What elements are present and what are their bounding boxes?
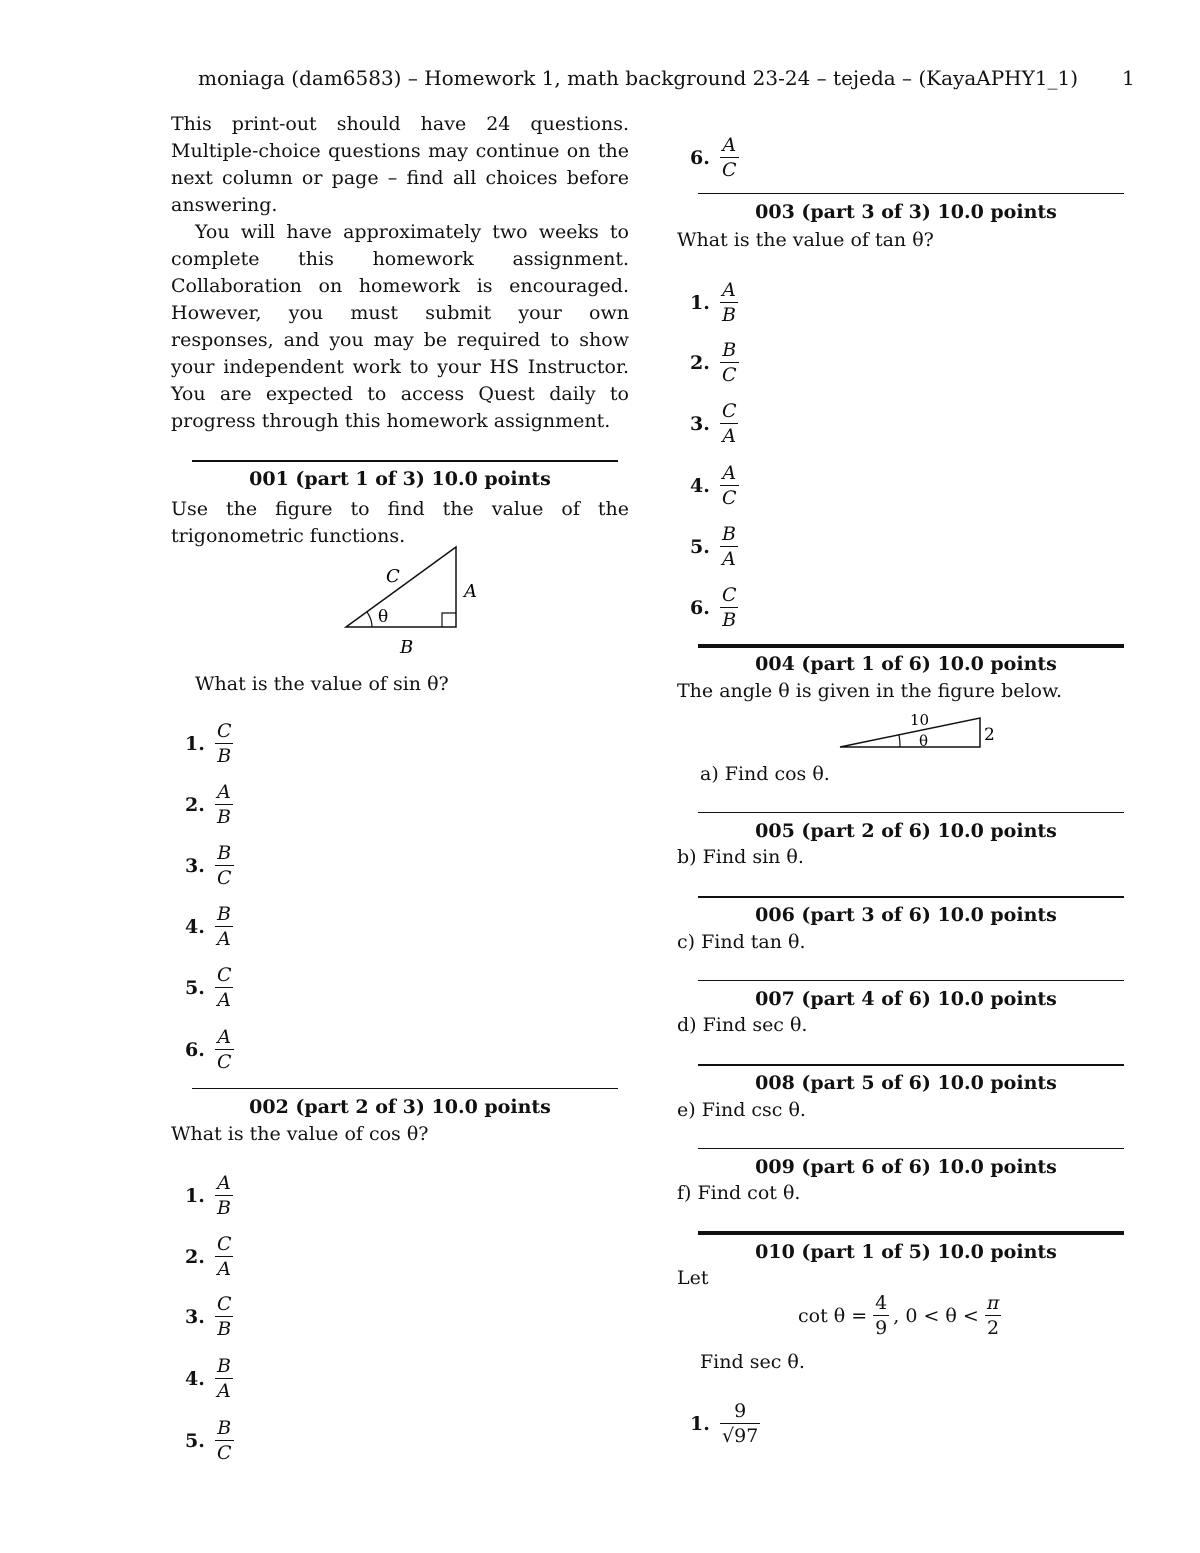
denominator: A bbox=[217, 1380, 231, 1402]
opposite-label: A bbox=[464, 581, 477, 602]
q001-choice-1[interactable] bbox=[185, 719, 234, 768]
divider bbox=[698, 812, 1124, 813]
q003-title: 003 (part 3 of 3) 10.0 points bbox=[755, 201, 1057, 223]
angle-label: θ bbox=[378, 607, 389, 627]
equation-denominator: 9 bbox=[875, 1317, 888, 1339]
numerator: A bbox=[722, 462, 737, 484]
choice-number: 2. bbox=[690, 351, 710, 374]
denominator: B bbox=[217, 1197, 231, 1219]
divider bbox=[698, 980, 1124, 981]
choice-number: 5. bbox=[185, 976, 205, 999]
intro-text bbox=[171, 111, 629, 435]
q002-choice-5[interactable] bbox=[185, 1416, 234, 1465]
denominator: B bbox=[217, 1318, 232, 1340]
thin-triangle-figure bbox=[830, 706, 1010, 756]
divider bbox=[698, 644, 1124, 648]
q001-title: 001 (part 1 of 3) 10.0 points bbox=[249, 468, 551, 490]
q010-title: 010 (part 1 of 5) 10.0 points bbox=[755, 1241, 1057, 1263]
denominator: A bbox=[217, 928, 231, 950]
denominator: B bbox=[722, 609, 737, 631]
q007-question: d) Find sec θ. bbox=[677, 1014, 808, 1036]
equation-lhs: cot θ = bbox=[798, 1304, 868, 1327]
choice-number: 6. bbox=[690, 596, 710, 619]
q001-question: What is the value of sin θ? bbox=[195, 673, 449, 695]
intro-paragraph-1: This print-out should have 24 questions. Multiple-choice questions may continue on the next column or page – find all choices before answering. bbox=[171, 113, 629, 216]
q006-title: 006 (part 3 of 6) 10.0 points bbox=[755, 904, 1057, 926]
choice-number: 5. bbox=[185, 1429, 205, 1452]
q001-prompt: Use the figure to find the value of the trigonometric functions. bbox=[171, 498, 629, 547]
choice-number: 4. bbox=[185, 915, 205, 938]
denominator: B bbox=[217, 745, 232, 767]
q010-question: Find sec θ. bbox=[700, 1351, 805, 1373]
q010-equation bbox=[798, 1291, 1001, 1340]
q003-choice-2[interactable] bbox=[690, 338, 739, 387]
right-angle-mark bbox=[442, 613, 456, 627]
choice-number: 1. bbox=[185, 1184, 205, 1207]
denominator: A bbox=[217, 1258, 232, 1280]
denominator: A bbox=[722, 425, 737, 447]
q008-title: 008 (part 5 of 6) 10.0 points bbox=[755, 1072, 1057, 1094]
choice-number: 4. bbox=[185, 1367, 205, 1390]
numerator: C bbox=[217, 720, 232, 742]
divider bbox=[698, 1148, 1124, 1149]
choice-number: 3. bbox=[185, 1305, 205, 1328]
numerator: B bbox=[217, 842, 232, 864]
choice-number: 2. bbox=[185, 793, 205, 816]
divider bbox=[698, 1231, 1124, 1235]
choice-number: 2. bbox=[185, 1245, 205, 1268]
divider bbox=[698, 1064, 1124, 1066]
choice-number: 1. bbox=[185, 732, 205, 755]
adjacent-label: B bbox=[400, 637, 414, 658]
numerator: A bbox=[217, 1172, 231, 1194]
q009-question: f) Find cot θ. bbox=[677, 1182, 801, 1204]
q001-choice-4[interactable] bbox=[185, 902, 233, 951]
choice-number: 3. bbox=[690, 412, 710, 435]
intro-paragraph-2: You will have approximately two weeks to complete this homework assignment. Collaboration on homework is encouraged. However, you must submit your own responses, and you may be required to show your independent work to your HS Instructor. You are expected to access Quest daily to progress through this homework assignment. bbox=[171, 221, 629, 432]
q002-question: What is the value of cos θ? bbox=[171, 1123, 429, 1145]
angle-label: θ bbox=[919, 732, 929, 750]
q004-prompt: The angle θ is given in the figure below. bbox=[677, 680, 1063, 702]
q008-question: e) Find csc θ. bbox=[677, 1099, 806, 1121]
denominator: B bbox=[722, 304, 736, 326]
denominator: C bbox=[217, 1442, 232, 1464]
denominator: A bbox=[217, 989, 232, 1011]
q006-question: c) Find tan θ. bbox=[677, 931, 806, 953]
choice-number: 6. bbox=[185, 1038, 205, 1061]
pi-numerator: π bbox=[986, 1292, 1000, 1314]
page-number: 1 bbox=[1122, 66, 1135, 90]
numerator: C bbox=[217, 1233, 232, 1255]
angle-arc bbox=[899, 735, 900, 747]
choice-number: 4. bbox=[690, 474, 710, 497]
q002-choice-4[interactable] bbox=[185, 1354, 233, 1403]
triangle-figure bbox=[330, 540, 490, 660]
divider bbox=[192, 460, 618, 462]
numerator: A bbox=[217, 1026, 232, 1048]
numerator: A bbox=[217, 781, 231, 803]
numerator: B bbox=[722, 339, 737, 361]
q005-title: 005 (part 2 of 6) 10.0 points bbox=[755, 820, 1057, 842]
q004-title: 004 (part 1 of 6) 10.0 points bbox=[755, 653, 1057, 675]
q003-question: What is the value of tan θ? bbox=[677, 229, 934, 251]
q007-title: 007 (part 4 of 6) 10.0 points bbox=[755, 988, 1057, 1010]
numerator: B bbox=[217, 1355, 231, 1377]
q002-choice-2[interactable] bbox=[185, 1232, 234, 1281]
q005-question: b) Find sin θ. bbox=[677, 846, 804, 868]
divider bbox=[698, 896, 1124, 898]
numerator: B bbox=[217, 903, 231, 925]
equation-numerator: 4 bbox=[875, 1292, 888, 1314]
q004-question: a) Find cos θ. bbox=[700, 763, 830, 785]
denominator: A bbox=[722, 548, 736, 570]
q002-choice-6[interactable] bbox=[690, 133, 739, 182]
hypotenuse-label: C bbox=[386, 566, 400, 587]
q009-title: 009 (part 6 of 6) 10.0 points bbox=[755, 1156, 1057, 1178]
pi-denominator: 2 bbox=[987, 1317, 1000, 1339]
numerator: C bbox=[722, 584, 737, 606]
q003-choice-4[interactable] bbox=[690, 461, 739, 510]
divider bbox=[698, 193, 1124, 194]
choice-number: 6. bbox=[690, 146, 710, 169]
numerator: C bbox=[217, 964, 232, 986]
q001-choice-5[interactable] bbox=[185, 963, 234, 1012]
denominator: B bbox=[217, 806, 231, 828]
q010-let: Let bbox=[677, 1267, 709, 1289]
numerator: A bbox=[722, 134, 737, 156]
q003-choice-1[interactable] bbox=[690, 278, 738, 327]
denominator: C bbox=[217, 1051, 232, 1073]
q001-choice-2[interactable] bbox=[185, 780, 233, 829]
denominator: C bbox=[217, 867, 232, 889]
numerator: C bbox=[217, 1293, 232, 1315]
numerator: B bbox=[722, 523, 736, 545]
q001-choice-6[interactable] bbox=[185, 1025, 234, 1074]
numerator: C bbox=[722, 400, 737, 422]
q002-title: 002 (part 2 of 3) 10.0 points bbox=[249, 1096, 551, 1118]
hypotenuse-label: 10 bbox=[910, 711, 930, 729]
q003-choice-6[interactable] bbox=[690, 583, 739, 632]
choice-number: 5. bbox=[690, 535, 710, 558]
q002-choice-3[interactable] bbox=[185, 1292, 234, 1341]
opposite-label: 2 bbox=[984, 725, 995, 745]
numerator: B bbox=[217, 1417, 232, 1439]
q001-choice-3[interactable] bbox=[185, 841, 234, 890]
equation-middle: , 0 < θ < bbox=[893, 1304, 979, 1327]
q002-choice-1[interactable] bbox=[185, 1171, 233, 1220]
q003-choice-5[interactable] bbox=[690, 522, 738, 571]
page-header: moniaga (dam6583) – Homework 1, math background 23-24 – tejeda – (KayaAPHY1_1) bbox=[198, 66, 1079, 90]
denominator: C bbox=[722, 487, 737, 509]
denominator: √97 bbox=[722, 1425, 759, 1447]
q010-choice-1[interactable] bbox=[690, 1399, 760, 1448]
choice-number: 1. bbox=[690, 1412, 710, 1435]
q003-choice-3[interactable] bbox=[690, 399, 739, 448]
triangle-shape bbox=[346, 547, 456, 627]
denominator: C bbox=[722, 364, 737, 386]
choice-number: 1. bbox=[690, 291, 710, 314]
angle-arc bbox=[367, 612, 372, 627]
numerator: 9 bbox=[734, 1400, 747, 1422]
denominator: C bbox=[722, 159, 737, 181]
choice-number: 3. bbox=[185, 854, 205, 877]
divider bbox=[192, 1088, 618, 1089]
numerator: A bbox=[722, 279, 736, 301]
